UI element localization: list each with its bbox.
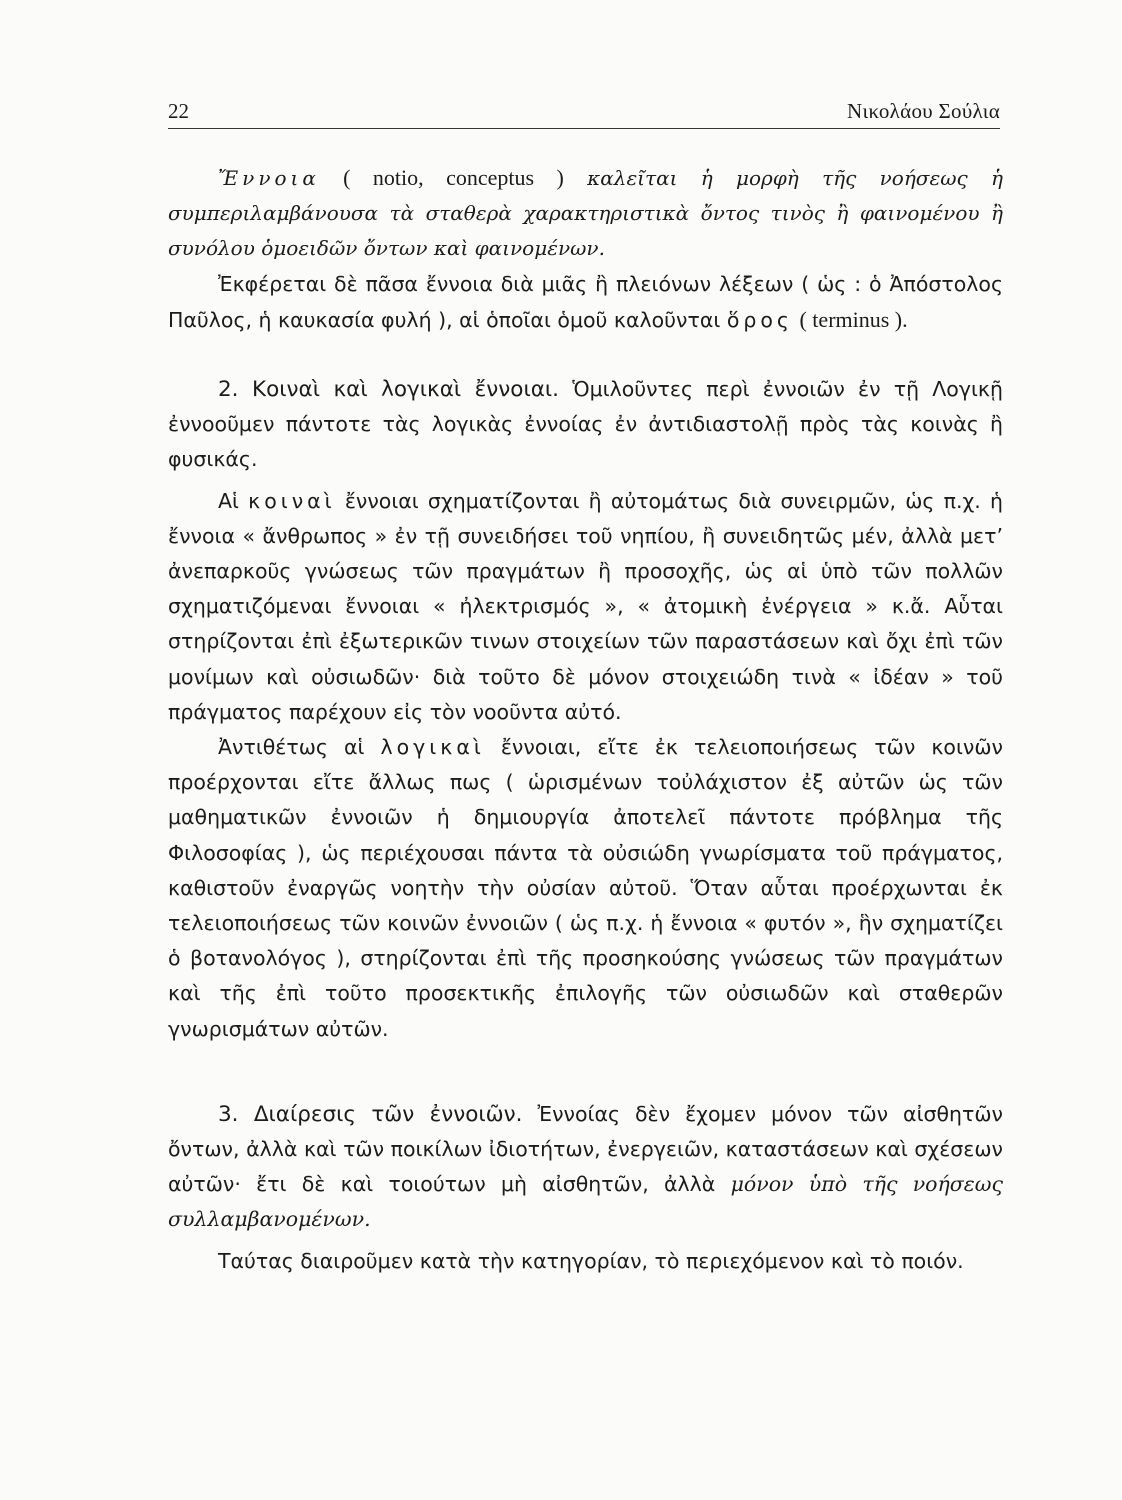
- section-2-paragraph: [168, 372, 1003, 478]
- term-koinai: κοιναὶ: [248, 488, 336, 513]
- term-oros: ὅρος: [726, 307, 793, 332]
- section-3-paragraph: [168, 1097, 1003, 1238]
- definition-paragraph: [168, 160, 1003, 267]
- definition-text: καλεῖται ἡ μορφὴ τῆς νοήσεως ἡ συμπεριλαμβάνουσα τὰ σταθερὰ χαρακτηριστικὰ ὄντος τινὸς ἢ φαινομένου ἢ συνόλου ὁμοειδῶν ὄντων καὶ φαινομένων.: [168, 166, 1003, 261]
- page-header: [168, 96, 1000, 129]
- division-paragraph: [168, 1244, 1003, 1279]
- division-text: Ταύτας διαιροῦμεν κατὰ τὴν κατηγορίαν, τὸ περιεχόμενον καὶ τὸ ποιόν.: [218, 1248, 964, 1273]
- common-concepts-paragraph: [168, 484, 1003, 730]
- common-intro: Αἱ: [218, 488, 239, 513]
- expression-paragraph: [168, 267, 1003, 338]
- common-concepts-text: ἔννοιαι σχηματίζονται ἢ αὐτομάτως διὰ συνειρμῶν, ὡς π.χ. ἡ ἔννοια « ἄνθρωπος » ἐν τῇ συνειδήσει τοῦ νηπίου, ἢ συνειδητῶς μέν, ἀλλὰ μετ’ ἀνεπαρκοῦς γνώσεως τῶν πραγμάτων ἢ προσοχῆς, ὡς αἱ ὑπὸ τῶν πολλῶν σχηματιζόμεναι ἔννοιαι « ἠλεκτρισμός », « ἀτομικὴ ἐνέργεια » κ.ἄ. Αὗται στηρίζονται ἐπὶ ἐξωτερικῶν τινων στοιχείων τῶν παραστάσεων καὶ ὄχι ἐπὶ τῶν μονίμων καὶ οὐσιωδῶν· διὰ τοῦτο δὲ μόνον στοιχειώδη τινὰ « ἰδέαν » τοῦ πράγματος παρέχουν εἰς τὸν νοοῦντα αὐτό.: [168, 488, 1003, 724]
- expression-text: Ἐκφέρεται δὲ πᾶσα ἔννοια διὰ μιᾶς ἢ πλειόνων λέξεων ( ὡς : ὁ Ἀπόστολος Παῦλος, ἡ καυκασία φυλή ), αἱ ὁποῖαι ὁμοῦ καλοῦνται: [168, 271, 1003, 332]
- logical-intro: Ἀντιθέτως αἱ: [218, 735, 365, 760]
- term-ennoia: Ἔννοια: [218, 166, 320, 190]
- page-number: 22: [168, 99, 189, 123]
- latin-terminus: ( terminus ).: [799, 306, 908, 332]
- section-3-heading: 3. Διαίρεσις τῶν ἐννοιῶν.: [218, 1101, 523, 1127]
- section-2-text: Ὁμιλοῦντες περὶ ἐννοιῶν ἐν τῇ Λογικῇ ἐννοοῦμεν πάντοτε τὰς λογικὰς ἐννοίας ἐν ἀντιδιαστολῇ πρὸς τὰς κοινὰς ἢ φυσικάς.: [168, 377, 1003, 472]
- running-title: Νικολάου Σούλια: [847, 99, 1000, 123]
- section-3-italic-tail: μόνον ὑπὸ τῆς νοήσεως συλλαμβανομένων.: [168, 1172, 1003, 1232]
- logical-concepts-text: ἔννοιαι, εἴτε ἐκ τελειοποιήσεως τῶν κοινῶν προέρχονται εἴτε ἄλλως πως ( ὡρισμένων τοὐλάχιστον ἐξ αὐτῶν ὡς τῶν μαθηματικῶν ἐννοιῶν ἡ δημιουργία ἀποτελεῖ πάντοτε πρόβλημα τῆς Φιλοσοφίας ), ὡς περιέχουσαι πάντα τὰ οὐσιώδη γνωρίσματα τοῦ πράγματος, καθιστοῦν ἐναργῶς νοητὴν τὴν οὐσίαν αὐτοῦ. Ὅταν αὗται προέρχωνται ἐκ τελειοποιήσεως τῶν κοινῶν ἐννοιῶν ( ὡς π.χ. ἡ ἔννοια « φυτόν », ἣν σχηματίζει ὁ βοτανολόγος ), στηρίζονται ἐπὶ τῆς προσηκούσης γνώσεως τῶν πραγμάτων καὶ τῆς ἐπὶ τοῦτο προσεκτικῆς ἐπιλογῆς τῶν οὐσιωδῶν καὶ σταθερῶν γνωρισμάτων αὐτῶν.: [168, 735, 1003, 1041]
- latin-gloss: ( notio, conceptus ): [343, 165, 564, 190]
- page-body: [168, 160, 1003, 1279]
- logical-concepts-paragraph: [168, 730, 1003, 1047]
- term-logikai: λογικαὶ: [380, 735, 485, 760]
- section-3-text: Ἐννοίας δὲν ἔχομεν μόνον τῶν αἰσθητῶν ὄντων, ἀλλὰ καὶ τῶν ποικίλων ἰδιοτήτων, ἐνεργειῶν, καταστάσεων καὶ σχέσεων αὐτῶν· ἔτι δὲ καὶ τοιούτων μὴ αἰσθητῶν, ἀλλὰ: [168, 1101, 1003, 1197]
- section-2-heading: 2. Κοιναὶ καὶ λογικαὶ ἔννοιαι.: [218, 377, 559, 403]
